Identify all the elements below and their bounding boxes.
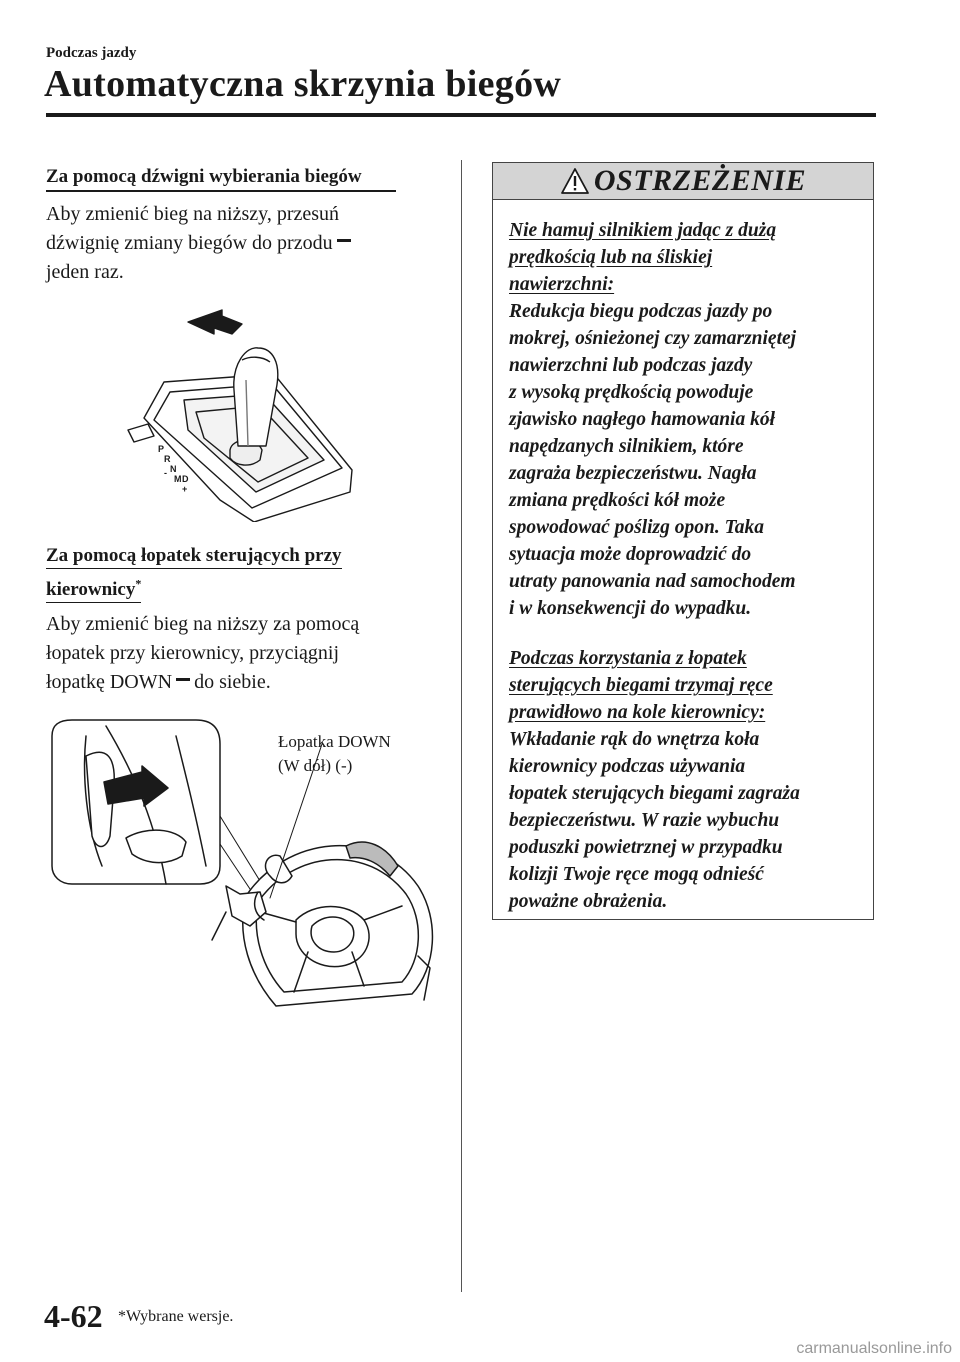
text-line: łopatek przy kierownicy, przyciągnij	[46, 642, 340, 664]
warning-line: sytuacja może doprowadzić do	[509, 544, 752, 565]
minus-icon	[176, 678, 190, 681]
warning-box	[492, 162, 874, 920]
warning-title: OSTRZEŻENIE	[593, 164, 807, 197]
subheading-text	[46, 579, 141, 603]
page-number: 4-62	[44, 1298, 103, 1334]
warning-line: mokrej, ośnieżonej czy zamarzniętej	[509, 328, 797, 349]
subheading-line	[46, 570, 426, 604]
page-title: Automatyczna skrzynia biegów	[44, 63, 562, 105]
callout-paddle-down	[278, 730, 391, 778]
warning-line: z wysoką prędkością powoduje	[509, 382, 754, 403]
warning-heading-line: Nie hamuj silnikiem jadąc z dużą	[509, 220, 777, 241]
gear-label-n: N	[170, 464, 177, 474]
subheading-line	[46, 542, 426, 570]
paragraph-paddles	[46, 610, 446, 697]
warning-triangle-icon	[560, 167, 590, 195]
text-line: Aby zmienić bieg na niższy, przesuń	[46, 203, 340, 225]
callout-line: Łopatka DOWN	[278, 732, 391, 751]
warning-heading-line: Podczas korzystania z łopatek	[509, 648, 747, 669]
warning-line: łopatek sterujących biegami zagraża	[509, 783, 800, 804]
warning-line: zmiana prędkości kół może	[509, 490, 726, 511]
warning-heading-line: prawidłowo na kole kierownicy:	[509, 702, 766, 723]
warning-line: kolizji Twoje ręce mogą odnieść	[509, 864, 764, 885]
minus-icon	[337, 239, 351, 242]
subheading-rule	[46, 190, 396, 192]
warning-line: Wkładanie rąk do wnętrza koła	[509, 729, 760, 750]
gear-label-d: D	[182, 474, 189, 484]
text-line: Aby zmienić bieg na niższy za pomocą	[46, 613, 360, 635]
warning-line: spowodować poślizg opon. Taka	[509, 517, 764, 538]
warning-header	[493, 163, 873, 200]
subheading-text: Za pomocą łopatek sterujących przy	[46, 545, 342, 569]
title-rule	[46, 113, 876, 117]
watermark: carmanualsonline.info	[796, 1340, 952, 1357]
warning-line: kierownicy podczas używania	[509, 756, 746, 777]
gear-label-plus: +	[182, 484, 188, 494]
text-line-part: do siebie.	[194, 671, 271, 693]
text-line-part: dźwignię zmiany biegów do przodu	[46, 232, 333, 254]
text-line-part: łopatkę DOWN	[46, 671, 173, 693]
gear-label-p: P	[158, 444, 165, 454]
warning-section-paddles	[509, 645, 869, 915]
subheading-paddles	[46, 542, 426, 604]
warning-line: bezpieczeństwu. W razie wybuchu	[509, 810, 780, 831]
warning-line: utraty panowania nad samochodem	[509, 571, 796, 592]
paragraph-lever	[46, 200, 446, 287]
warning-line: napędzanych silnikiem, które	[509, 436, 744, 457]
gear-label-r: R	[164, 454, 171, 464]
warning-line: zjawisko nagłego hamowania kół	[509, 409, 776, 430]
subheading-lever: Za pomocą dźwigni wybierania biegów	[46, 166, 362, 187]
column-divider	[461, 160, 462, 1292]
warning-heading-line: sterujących biegami trzymaj ręce	[509, 675, 773, 696]
callout-line: (W dół) (-)	[278, 756, 353, 775]
asterisk-mark: *	[135, 577, 142, 591]
text-line: jeden raz.	[46, 261, 124, 283]
warning-line: Redukcja biegu podczas jazdy po	[509, 301, 773, 322]
warning-line: i w konsekwencji do wypadku.	[509, 598, 752, 619]
warning-line: nawierzchni lub podczas jazdy	[509, 355, 753, 376]
section-kicker: Podczas jazdy	[46, 45, 137, 61]
warning-heading-line: prędkością lub na śliskiej	[509, 247, 713, 268]
text-line	[46, 668, 446, 697]
text-line	[46, 229, 446, 258]
subheading-text-part: kierownicy	[46, 579, 136, 601]
gear-shifter-illustration	[124, 300, 356, 522]
warning-line: poważne obrażenia.	[509, 891, 668, 912]
gear-label-minus: -	[164, 468, 167, 478]
gear-label-m: M	[174, 474, 182, 484]
footnote: *Wybrane wersje.	[118, 1308, 234, 1325]
warning-line: zagraża bezpieczeństwu. Nagła	[509, 463, 757, 484]
warning-heading-line: nawierzchni:	[509, 274, 615, 295]
warning-line: poduszki powietrznej w przypadku	[509, 837, 783, 858]
warning-section-engine-braking	[509, 217, 869, 622]
